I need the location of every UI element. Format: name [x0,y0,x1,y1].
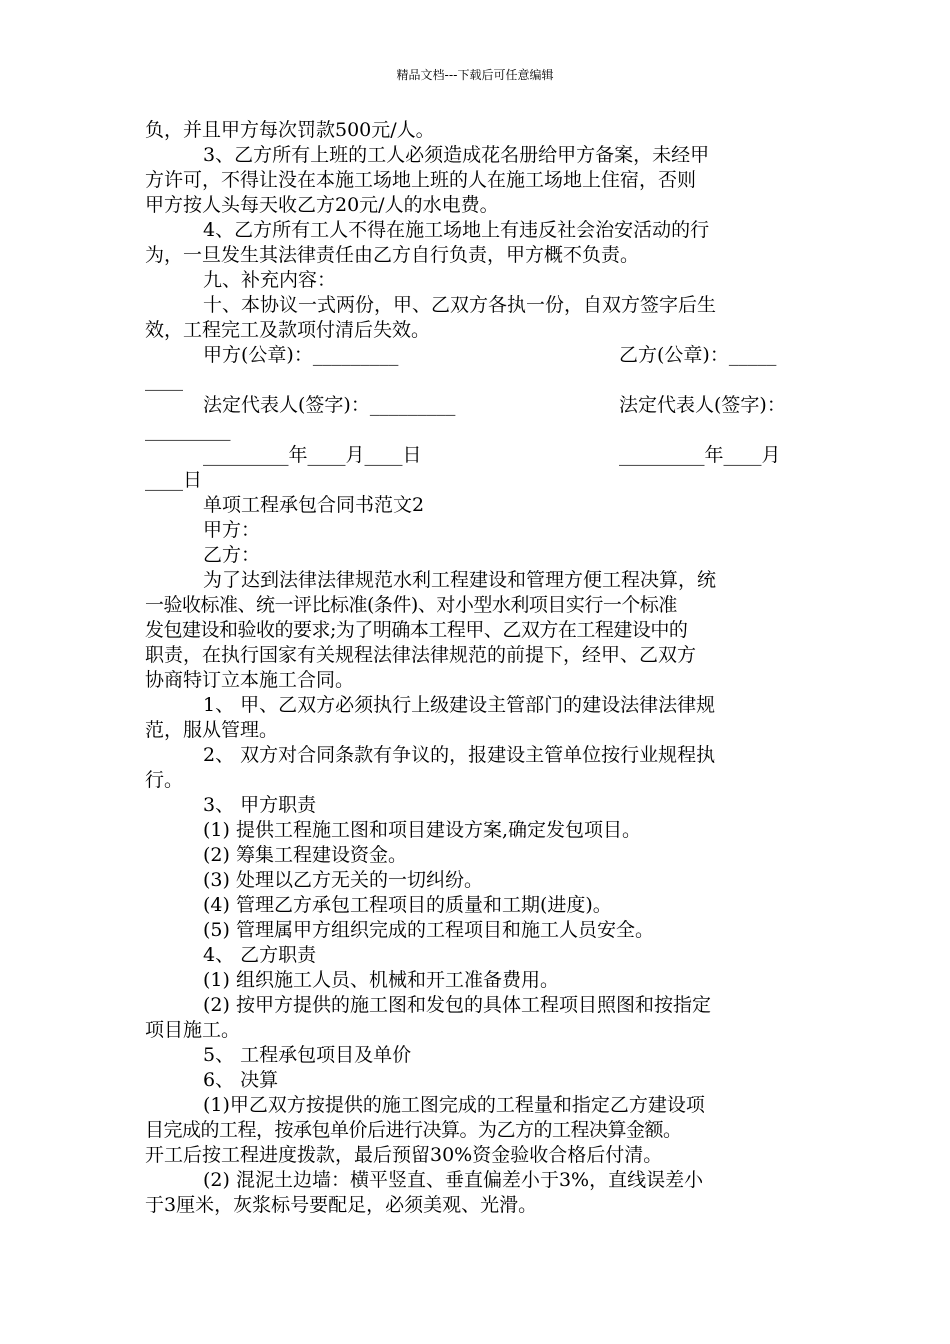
document-body [145,118,815,1218]
paragraph-line: 目完成的工程，按承包单价后进行决算。为乙方的工程决算金额。 [145,1119,682,1141]
list-item: (4) 管理乙方承包工程项目的质量和工期(进度)。 [203,894,612,916]
paragraph-line: 开工后按工程进度拨款，最后预留30%资金验收合格后付清。 [145,1144,663,1166]
paragraph-line: 十、本协议一式两份，甲、乙双方各执一份，自双方签字后生 [203,294,717,316]
paragraph-line: 2、 双方对合同条款有争议的，报建设主管单位按行业规程执 [203,744,716,766]
party-b-seal: 乙方(公章)：_____ [619,344,777,366]
paragraph-line: 发包建设和验收的要求;为了明确本工程甲、乙双方在工程建设中的 [145,619,688,641]
paragraph-line: 范，服从管理。 [145,719,279,741]
party-b-date: _________年____月 [619,444,781,466]
page-header: 精品文档---下载后可任意编辑 [396,68,554,82]
list-item: (2) 按甲方提供的施工图和发包的具体工程项目照图和按指定 [203,994,711,1016]
date-row [145,443,815,468]
list-item: (5) 管理属甲方组织完成的工程项目和施工人员安全。 [203,919,654,941]
list-item: (2) 混泥土边墙：横平竖直、垂直偏差小于3%，直线误差小 [203,1169,704,1191]
document-title: 单项工程承包合同书范文2 [203,494,425,516]
list-item: (1) 组织施工人员、机械和开工准备费用。 [203,969,559,991]
section-heading: 6、 决算 [203,1069,279,1091]
party-b-label: 乙方： [203,544,261,566]
party-a-label: 甲方： [203,519,261,541]
paragraph-line: 为，一旦发生其法律责任由乙方自行负责，甲方概不负责。 [145,244,640,266]
section-heading: 4、 乙方职责 [203,944,317,966]
section-heading: 3、 甲方职责 [203,794,317,816]
paragraph-line: 1、 甲、乙双方必须执行上级建设主管部门的建设法律法律规 [203,694,716,716]
list-item: (3) 处理以乙方无关的一切纠纷。 [203,869,483,891]
paragraph-line: 效，工程完工及款项付清后失效。 [145,319,431,341]
paragraph-line: 甲方按人头每天收乙方20元/人的水电费。 [145,194,499,216]
party-a-date: _________年____月____日 [203,444,422,466]
section-heading: 5、 工程承包项目及单价 [203,1044,412,1066]
paragraph-line: 3、乙方所有上班的工人必须造成花名册给甲方备案，未经甲 [203,144,710,166]
signature-row [145,343,815,368]
signature-row [145,393,815,418]
paragraph-line: 方许可，不得让没在本施工场地上班的人在施工场地上住宿，否则 [145,169,697,191]
date-continuation: ____日 [145,469,203,491]
party-a-seal: 甲方(公章)：_________ [203,344,399,366]
paragraph-line: 行。 [145,769,184,791]
paragraph-line: 职责，在执行国家有关规程法律法律规范的前提下，经甲、乙双方 [145,644,697,666]
list-item: (2) 筹集工程建设资金。 [203,844,407,866]
paragraph-line: 为了达到法律法律规范水利工程建设和管理方便工程决算，统 [203,569,717,591]
signature-continuation: _________ [145,419,231,441]
list-item: (1) 提供工程施工图和项目建设方案,确定发包项目。 [203,819,641,841]
section-heading: 九、补充内容： [203,269,337,291]
paragraph-line: 4、乙方所有工人不得在施工场地上有违反社会治安活动的行 [203,219,710,241]
party-b-representative: 法定代表人(签字)： [619,394,786,416]
paragraph-line: 负，并且甲方每次罚款500元/人。 [145,119,435,141]
signature-continuation: ____ [145,369,183,391]
paragraph-line: 协商特订立本施工合同。 [145,669,355,691]
party-a-representative: 法定代表人(签字)：_________ [203,394,456,416]
paragraph-line: 项目施工。 [145,1019,241,1041]
paragraph-line: 一验收标准、统一评比标准(条件)、对小型水利项目实行一个标准 [145,594,677,616]
paragraph-line: 于3厘米，灰浆标号要配足，必须美观、光滑。 [145,1194,538,1216]
list-item: (1)甲乙双方按提供的施工图完成的工程量和指定乙方建设项 [203,1094,705,1116]
